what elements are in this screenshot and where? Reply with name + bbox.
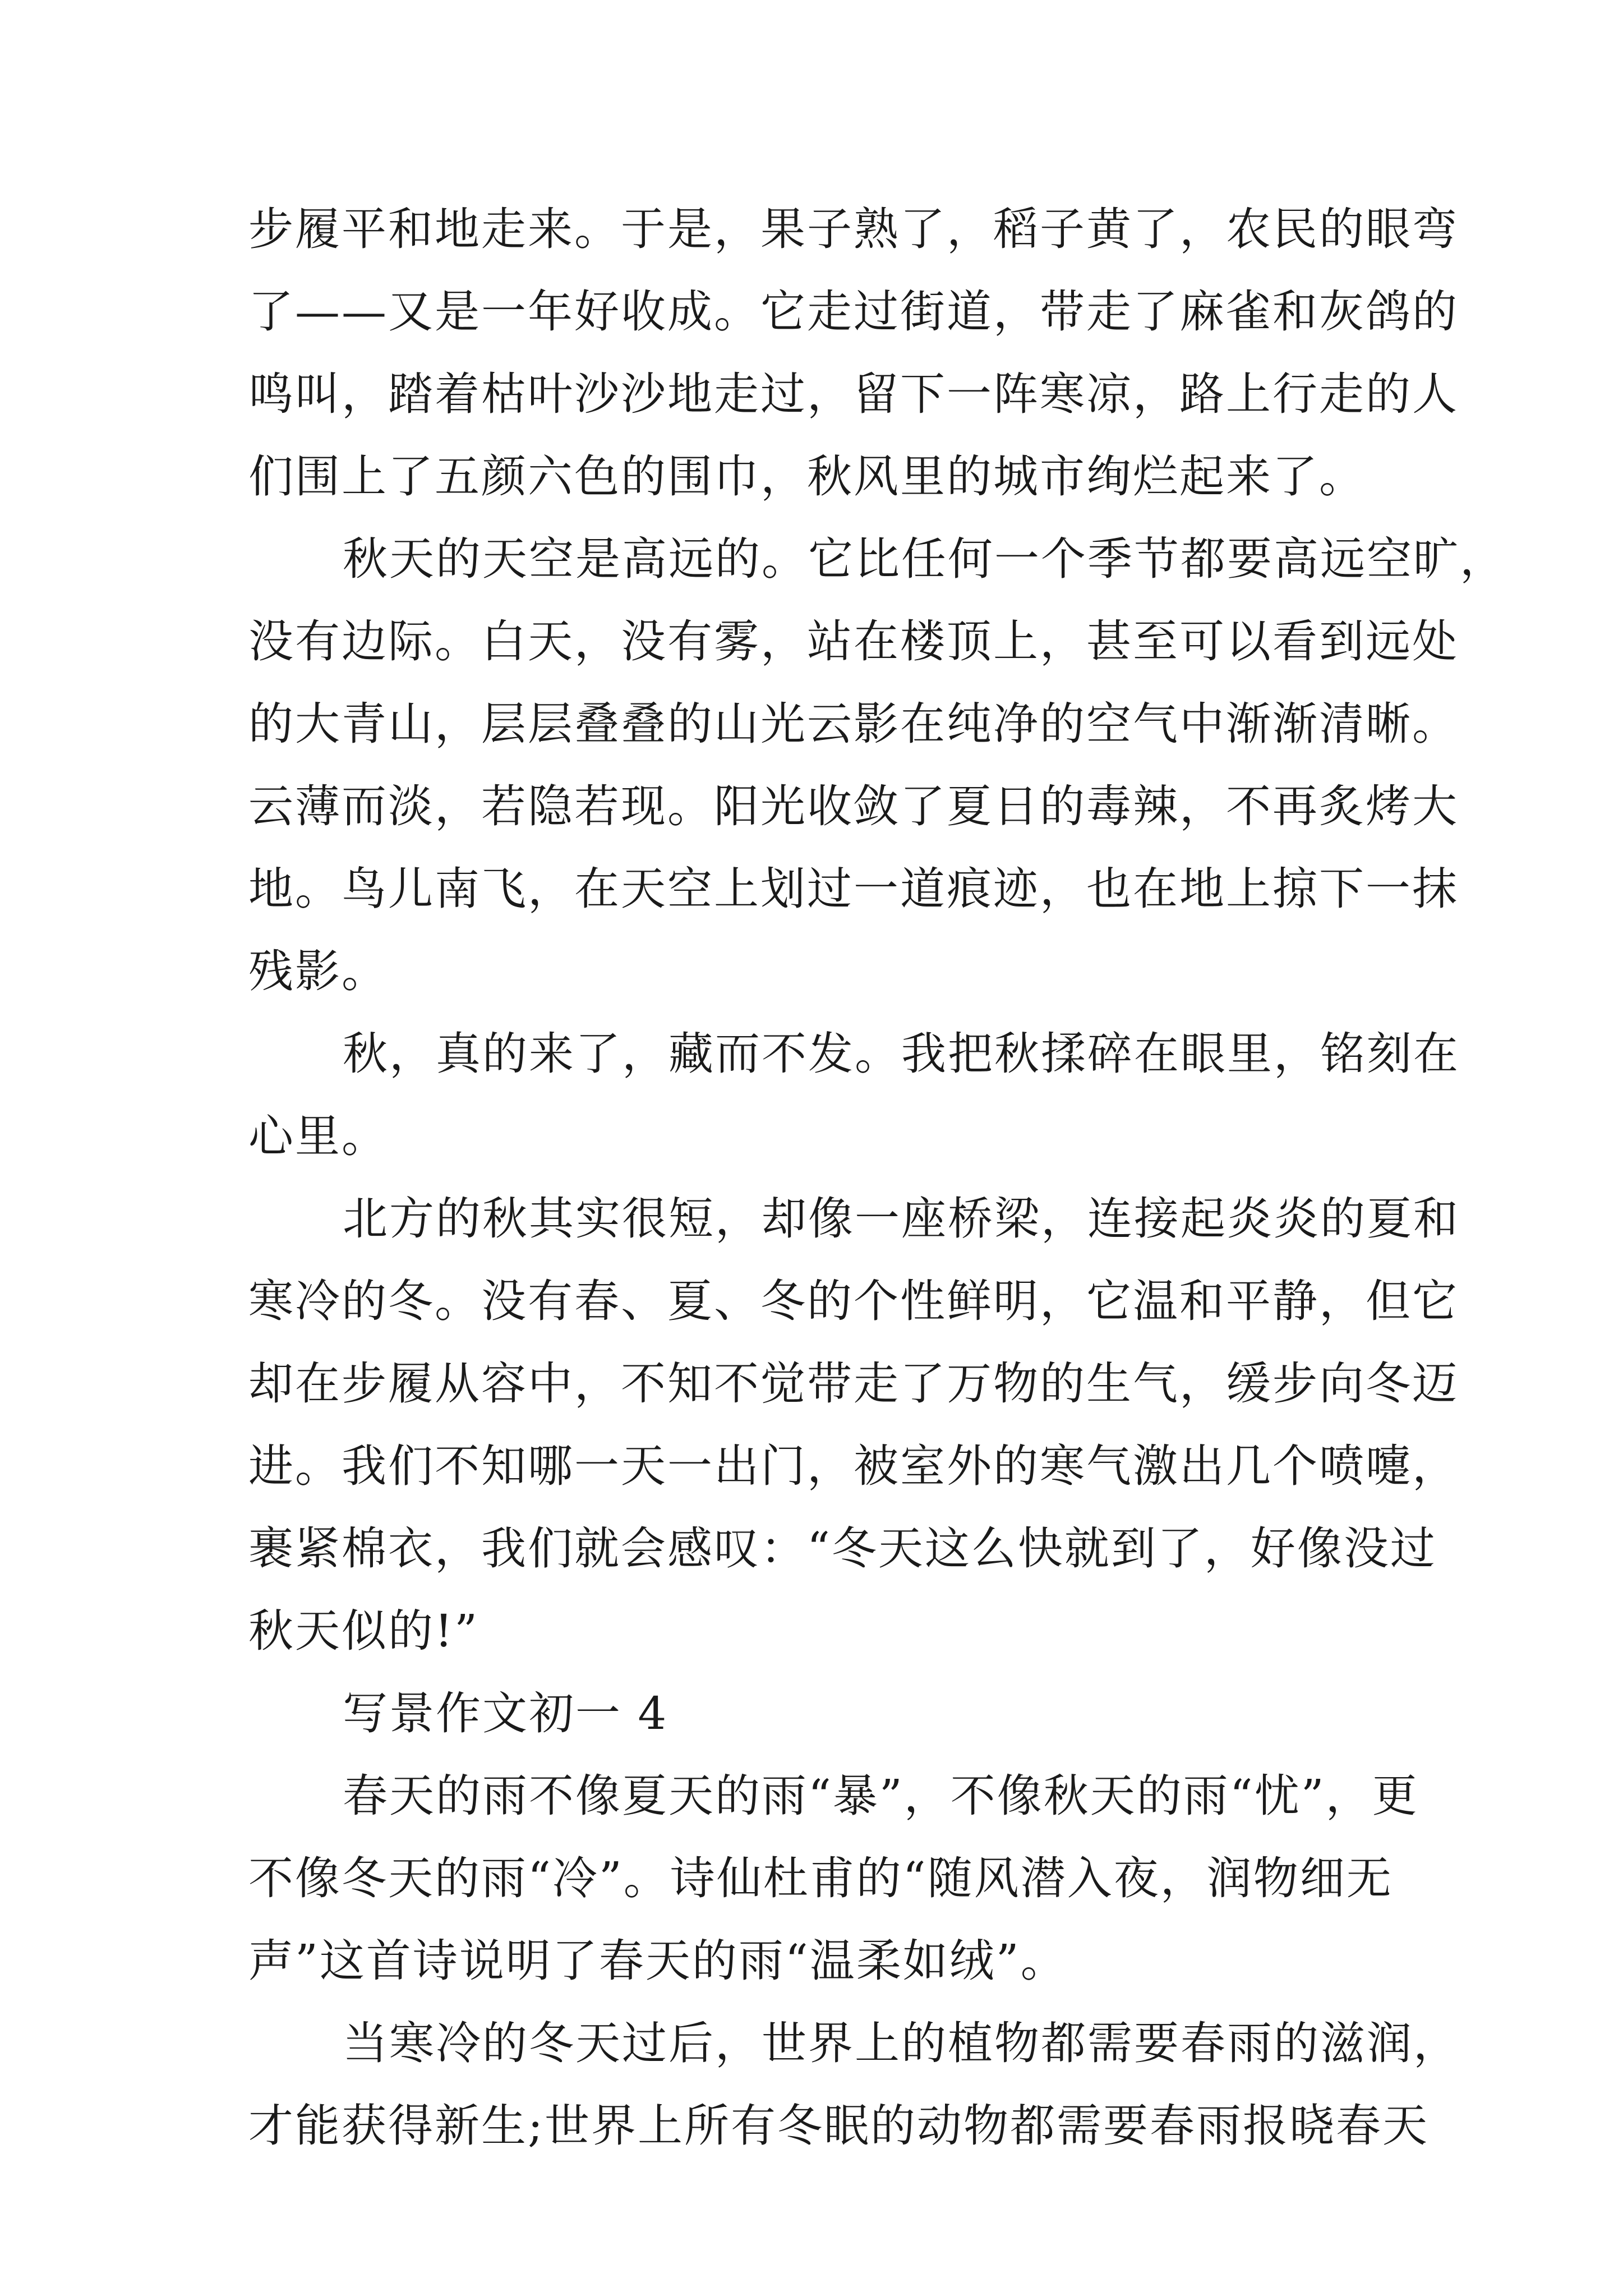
- text-line: 秋天似的!”: [248, 1605, 479, 1657]
- text-line: 寒冷的冬。没有春、夏、冬的个性鲜明，它温和平静，但它: [248, 1275, 1459, 1327]
- text-line: 春天的雨不像夏天的雨“暴”，不像秋天的雨“忧”，更: [343, 1770, 1419, 1822]
- body-text: [248, 188, 1506, 2167]
- text-line: 秋，真的来了，藏而不发。我把秋揉碎在眼里，铭刻在: [343, 1028, 1460, 1080]
- text-line: 却在步履从容中，不知不觉带走了万物的生气，缓步向冬迈: [248, 1358, 1459, 1410]
- text-line: 声”这首诗说明了春天的雨“温柔如绒”。: [248, 1935, 1067, 1987]
- text-line: 心里。: [248, 1110, 388, 1162]
- text-line: 裹紧棉衣，我们就会感叹：“冬天这么快就到了，好像没过: [248, 1522, 1437, 1575]
- text-line: 的大青山，层层叠叠的山光云影在纯净的空气中渐渐清晰。: [248, 698, 1459, 750]
- text-line: 进。我们不知哪一天一出门，被室外的寒气激出几个喷嚏，: [248, 1440, 1459, 1492]
- section-heading: 写景作文初一 4: [343, 1687, 668, 1740]
- text-line: 残影。: [248, 945, 388, 997]
- text-line: 了——又是一年好收成。它走过街道，带走了麻雀和灰鸽的: [248, 286, 1459, 338]
- text-line: 才能获得新生;世界上所有冬眠的动物都需要春雨报晓春天: [248, 2100, 1429, 2152]
- text-line: 不像冬天的雨“冷”。诗仙杜甫的“随风潜入夜，润物细无: [248, 1852, 1393, 1904]
- text-line: 北方的秋其实很短，却像一座桥梁，连接起炎炎的夏和: [343, 1193, 1460, 1245]
- text-line: 鸣叫，踏着枯叶沙沙地走过，留下一阵寒凉，路上行走的人: [248, 368, 1459, 420]
- text-line: 们围上了五颜六色的围巾，秋风里的城市绚烂起来了。: [248, 450, 1366, 503]
- text-line: 秋天的天空是高远的。它比任何一个季节都要高远空旷，: [343, 533, 1506, 585]
- text-line: 当寒冷的冬天过后，世界上的植物都需要春雨的滋润，: [343, 2017, 1460, 2069]
- text-line: 步履平和地走来。于是，果子熟了，稻子黄了，农民的眼弯: [248, 203, 1459, 255]
- text-line: 地。鸟儿南飞，在天空上划过一道痕迹，也在地上掠下一抹: [248, 863, 1459, 915]
- text-line: 没有边际。白天，没有雾，站在楼顶上，甚至可以看到远处: [248, 615, 1459, 668]
- text-line: 云薄而淡，若隐若现。阳光收敛了夏日的毒辣，不再炙烤大: [248, 780, 1459, 832]
